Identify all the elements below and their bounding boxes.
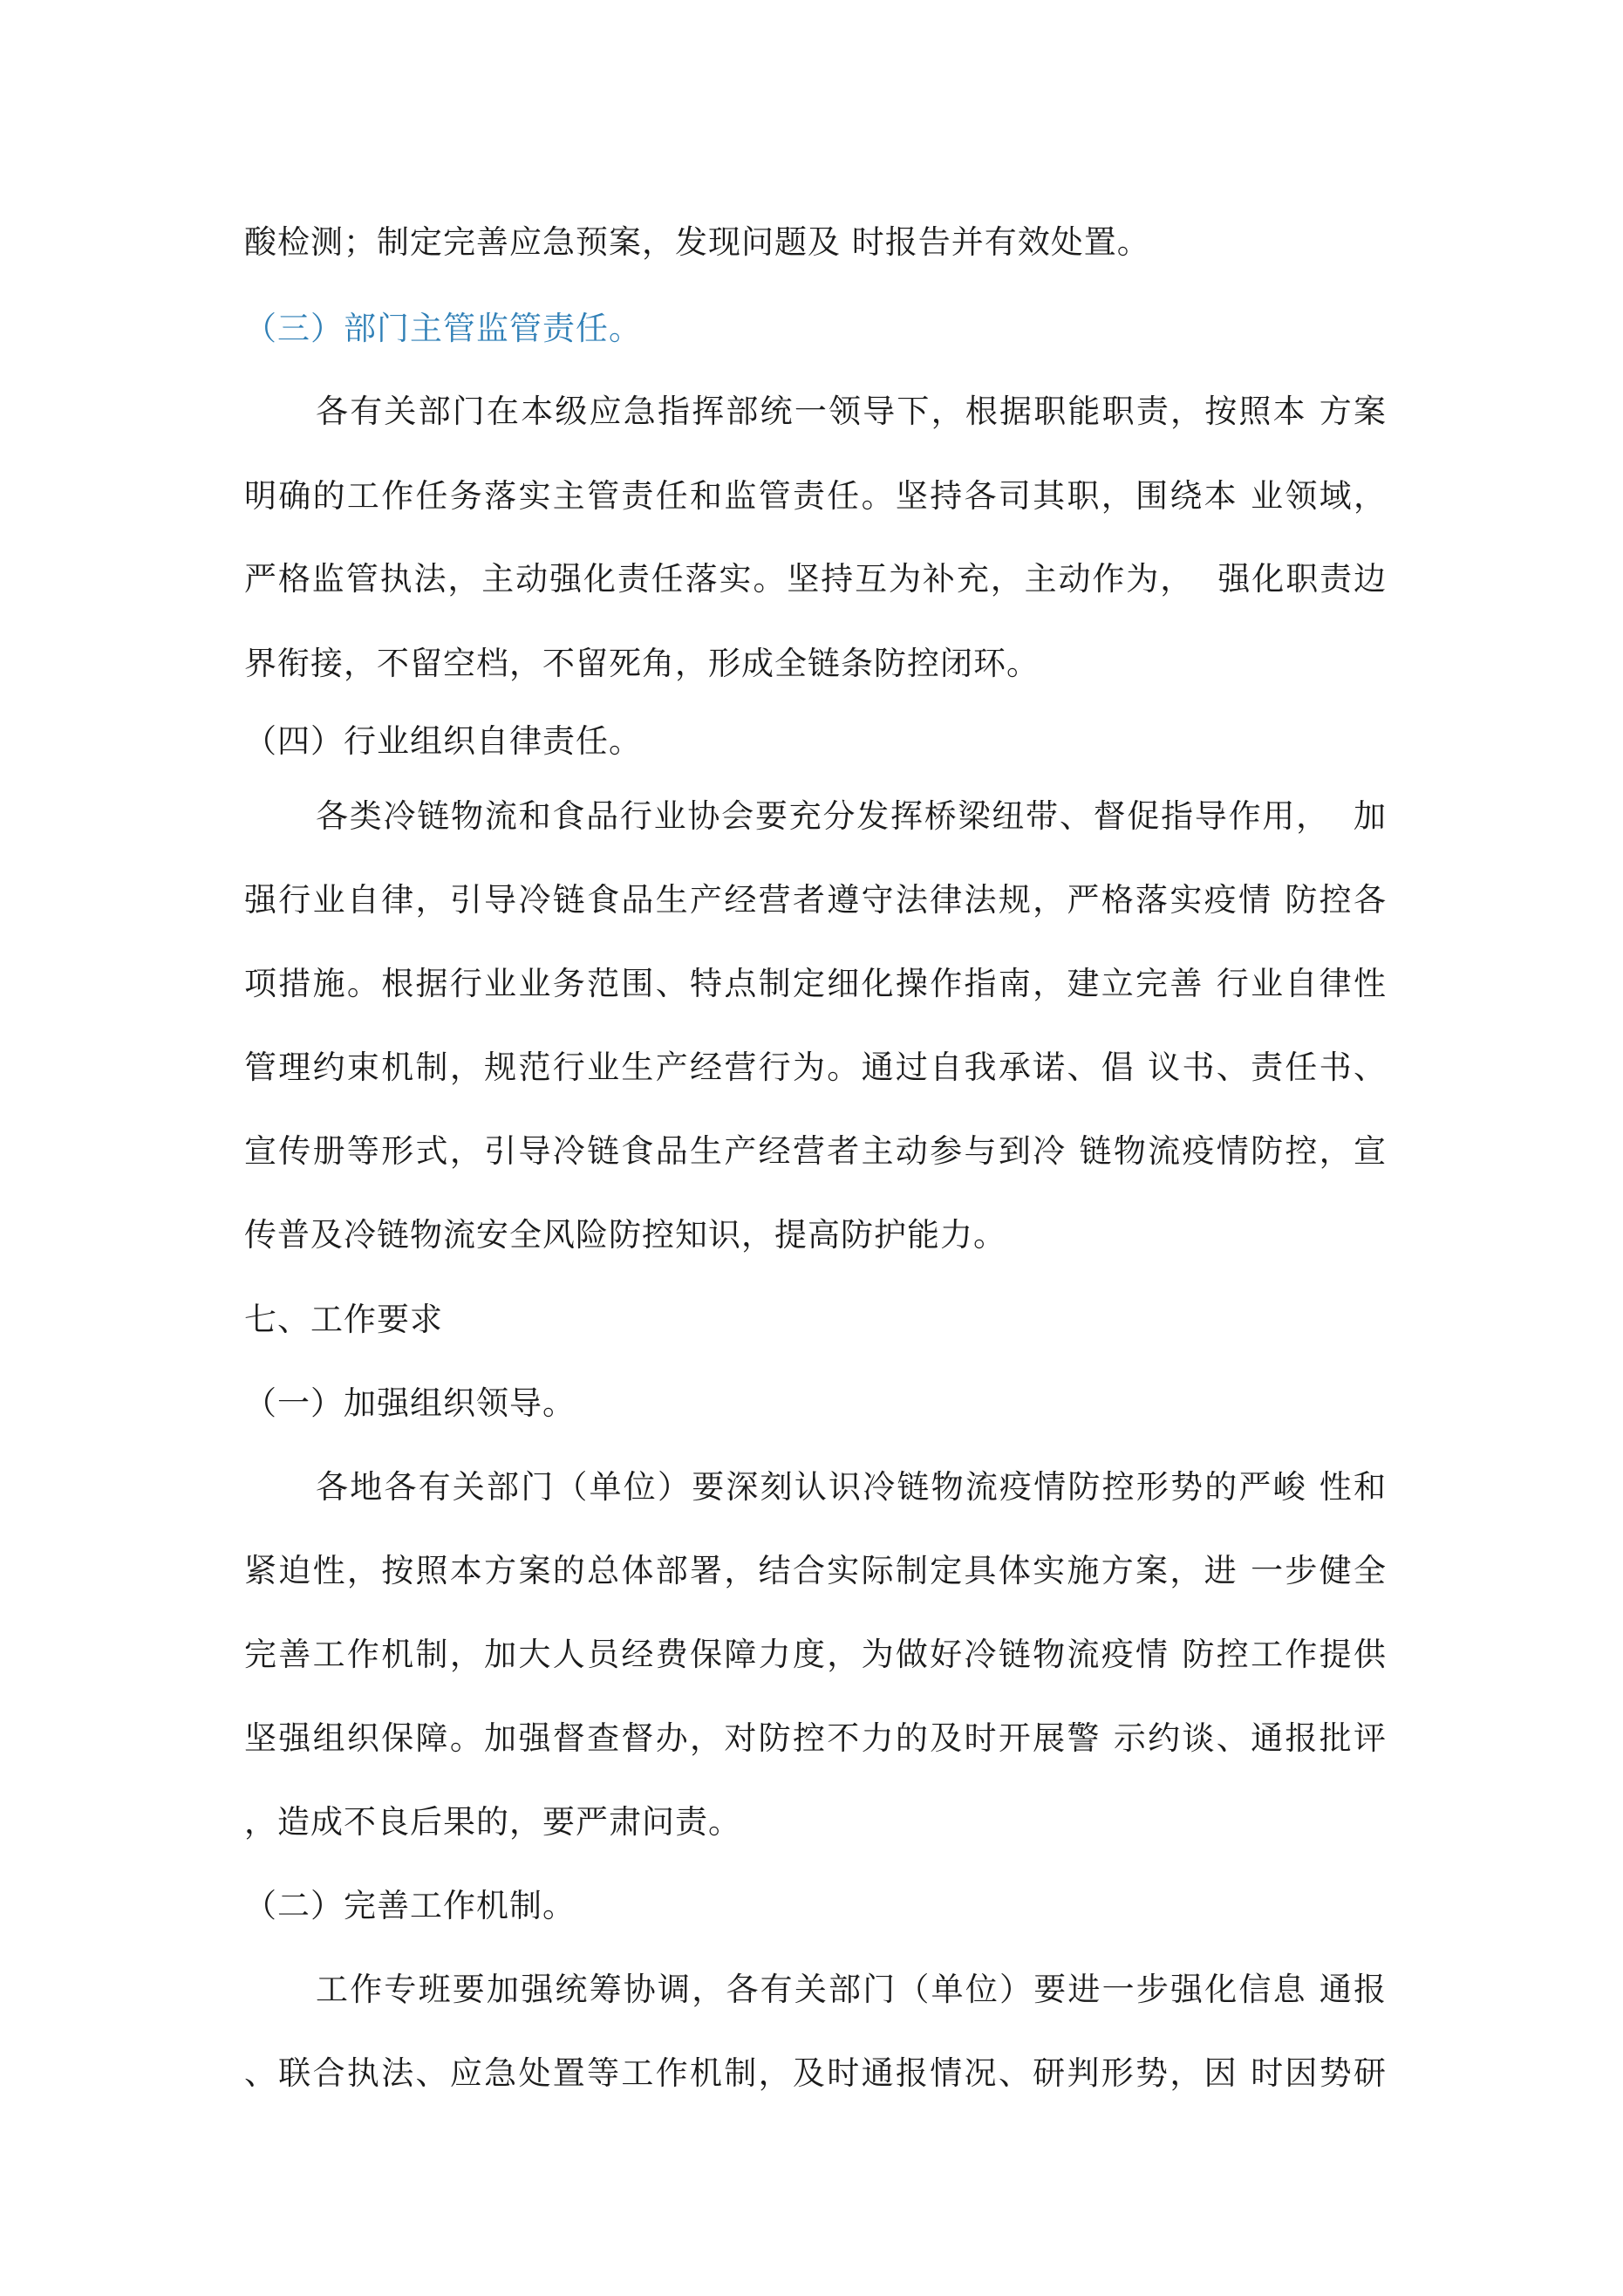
text-line-17: 紧迫性，按照本方案的总体部署，结合实际制定具体实施方案，进 一步健全 xyxy=(244,1552,1387,1589)
text-line-11: 管理约束机制，规范行业生产经营行为。通过自我承诺、倡 议书、责任书、 xyxy=(244,1049,1387,1086)
text-line-1: 酸检测；制定完善应急预案，发现问题及 时报告并有效处置。 xyxy=(244,223,1150,261)
text-line-19: 坚强组织保障。加强督查督办，对防控不力的及时开展警 示约谈、通报批评 xyxy=(244,1719,1387,1757)
text-line-16: 各地各有关部门（单位）要深刻认识冷链物流疫情防控形势的严峻 性和 xyxy=(316,1468,1387,1506)
text-line-13: 传普及冷链物流安全风险防控知识，提高防护能力。 xyxy=(244,1216,1006,1254)
text-line-8: 各类冷链物流和食品行业协会要充分发挥桥梁纽带、督促指导作用， 加 xyxy=(316,797,1387,835)
section-heading-1: （一）加强组织领导。 xyxy=(244,1384,576,1422)
section-heading-3: （三）部门主管监管责任。 xyxy=(244,310,642,347)
text-line-12: 宣传册等形式，引导冷链食品生产经营者主动参与到冷 链物流疫情防控，宣 xyxy=(244,1132,1387,1170)
text-line-18: 完善工作机制，加大人员经费保障力度，为做好冷链物流疫情 防控工作提供 xyxy=(244,1636,1387,1673)
text-line-5: 严格监管执法，主动强化责任落实。坚持互为补充，主动作为， 强化职责边 xyxy=(244,560,1387,598)
chapter-heading-7: 七、工作要求 xyxy=(244,1301,443,1338)
text-line-10: 项措施。根据行业业务范围、特点制定细化操作指南，建立完善 行业自律性 xyxy=(244,965,1387,1002)
text-line-6: 界衔接，不留空档，不留死角，形成全链条防控闭环。 xyxy=(244,645,1040,682)
text-line-23: 、联合执法、应急处置等工作机制，及时通报情况、研判形势，因 时因势研 xyxy=(244,2054,1387,2092)
text-line-20: ，造成不良后果的，要严肃问责。 xyxy=(244,1803,741,1841)
section-heading-2: （二）完善工作机制。 xyxy=(244,1887,576,1924)
text-line-4: 明确的工作任务落实主管责任和监管责任。坚持各司其职，围绕本 业领域， xyxy=(244,477,1387,515)
text-line-3: 各有关部门在本级应急指挥部统一领导下，根据职能职责，按照本 方案 xyxy=(316,393,1387,430)
text-line-22: 工作专班要加强统筹协调，各有关部门（单位）要进一步强化信息 通报 xyxy=(316,1971,1387,2008)
text-line-9: 强行业自律，引导冷链食品生产经营者遵守法律法规，严格落实疫情 防控各 xyxy=(244,881,1387,919)
section-heading-4: （四）行业组织自律责任。 xyxy=(244,722,642,760)
